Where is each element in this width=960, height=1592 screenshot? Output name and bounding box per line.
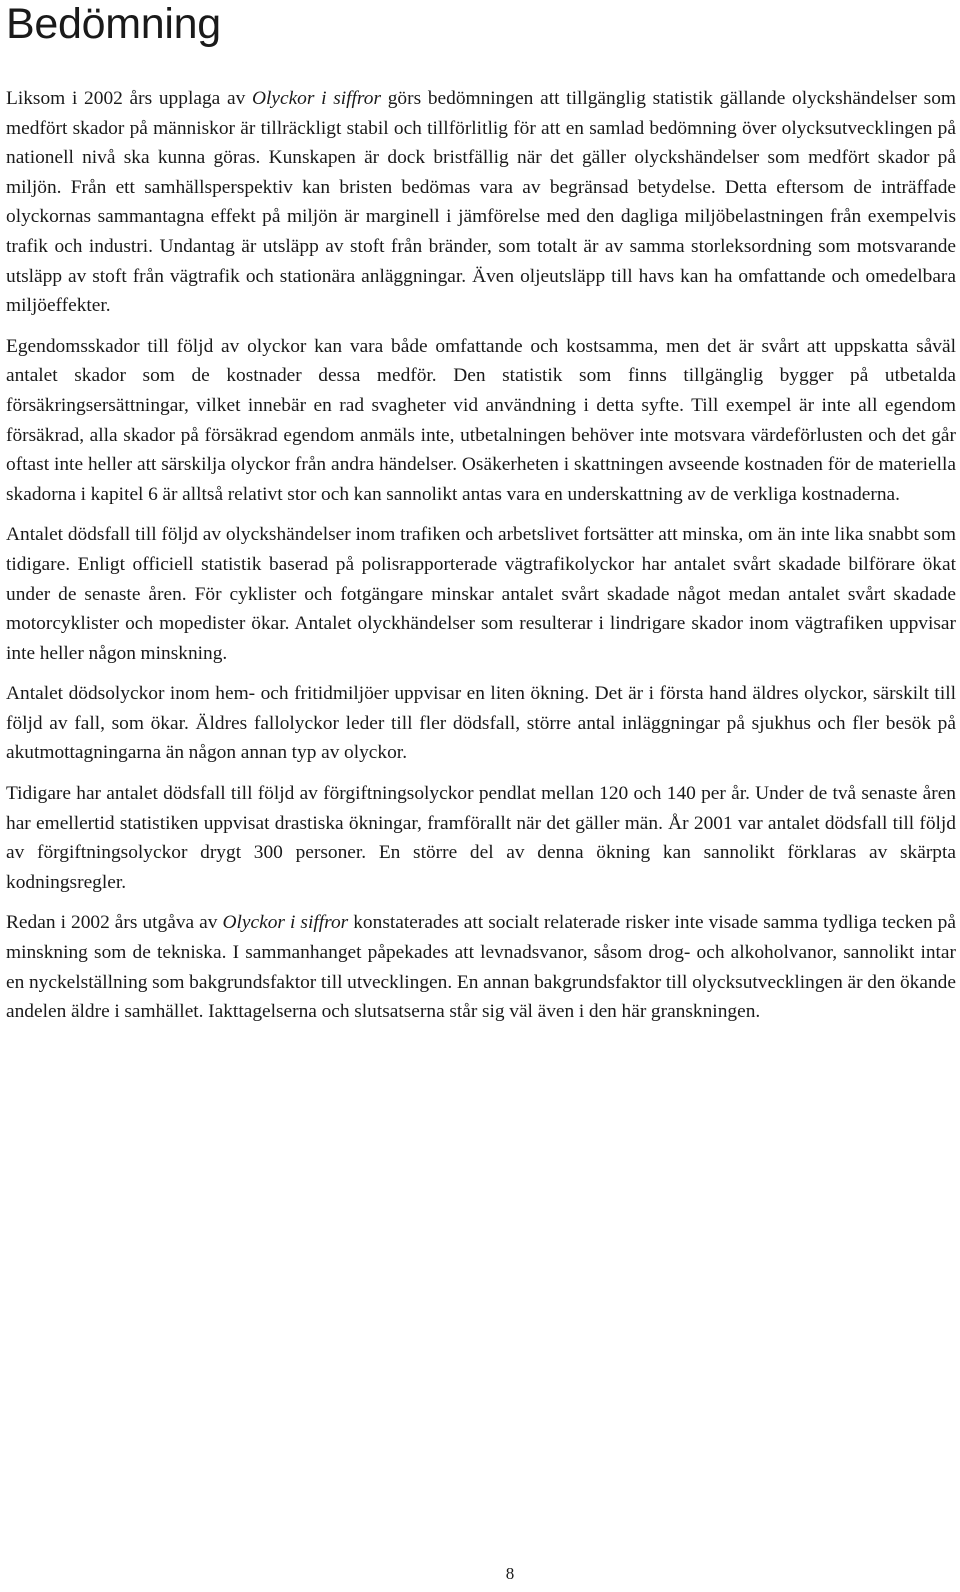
paragraph: Antalet dödsolyckor inom hem- och fritidmiljöer uppvisar en liten ökning. Det är i första hand äldres olyckor, särskilt till följd av fall, som ökar. Äldres fallolyckor leder till fler dödsfall, större antal inläggningar på sjukhus och fler besök på akutmottagningarna än någon annan typ av olyckor. [6,683,956,764]
paragraph: Egendomsskador till följd av olyckor kan vara både omfattande och kostsamma, men det är svårt att uppskatta såväl antalet skador som de kostnader dessa medför. Den statistik som finns tillgänglig bygger på utbetalda försäkringsersättningar, vilket innebär en rad svagheter vid användning i detta syfte. Till exempel är inte all egendom försäkrad, alla skador på försäkrad egendom anmäls inte, utbetalningen behöver inte motsvara värdeförlusten och det går oftast inte heller att särskilja olyckor från andra händelser. Osäkerheten i skattningen avseende kostnaden för de materiella skadorna i kapitel 6 är alltså relativt stor och kan sannolikt antas vara en underskattning av de verkliga kostnaderna. [6,335,956,505]
paragraph-text: Redan i 2002 års utgåva av [6,912,223,934]
paragraph: Tidigare har antalet dödsfall till följd av förgiftningsolyckor pendlat mellan 120 och 140 per år. Under de två senaste åren har emellertid statistiken uppvisat drastiska ökningar, framförallt när det gäller män. År 2001 var antalet dödsfall till följd av förgiftningsolyckor drygt 300 personer. En större del av denna ökning kan sannolikt förklaras av skärpta kodningsregler. [6,783,956,893]
paragraph [6,908,956,1026]
page-title: Bedömning [6,0,221,48]
paragraph-text: konstaterades att socialt relaterade risker inte visade samma tydliga tecken på minskning som de tekniska. I sammanhanget påpekades att levnadsvanor, såsom drog- och alkoholvanor, sannolikt intar en nyckelställning som bakgrundsfaktor till utvecklingen. En annan bakgrundsfaktor till olycksutvecklingen är den ökande andelen äldre i samhället. Iakttagelserna och slutsatserna står sig väl även i den här granskningen. [6,912,956,1023]
body-text [6,84,956,1038]
paragraph-text: Liksom i 2002 års upplaga av [6,88,252,109]
publication-title: Olyckor i siffror [251,88,382,109]
paragraph-text: görs bedömningen att tillgänglig statistik gällande olyckshändelser som medfört skador på människor är tillräckligt stabil och tillförlitlig för att en samlad bedömning över olycksutvecklingen på nationell nivå ska kunna göras. Kunskapen är dock bristfällig när det gäller olyckshändelser som medfört skador på miljön. Från ett samhällsperspektiv kan bristen bedömas vara av begränsad betydelse. Detta eftersom de inträffade olyckornas sammantagna effekt på miljön är marginell i jämförelse med den dagliga miljöbelastningen från exempelvis trafik och industri. Undantag är utsläpp av stoft från bränder, som totalt är av samma storleksordning som motsvarande utsläpp av stoft från vägtrafik och stationära anläggningar. Även oljeutsläpp till havs kan ha omfattande och omedelbara miljöeffekter. [6,88,956,317]
page-number: 8 [505,1564,515,1583]
publication-title: Olyckor i siffror [222,912,349,934]
paragraph: Antalet dödsfall till följd av olyckshändelser inom trafiken och arbetslivet fortsätter att minska, om än inte lika snabbt som tidigare. Enligt officiell statistik baserad på polisrapporterade vägtrafikolyckor har antalet svårt skadade bilförare ökat under de senaste åren. För cyklister och fotgängare minskar antalet svårt skadade något medan antalet svårt skadade motorcyklister och mopedister ökar. Antalet olyckhändelser som resulterar i lindrigare skador inom vägtrafiken uppvisar inte heller någon minskning. [6,524,956,664]
paragraph [6,84,956,321]
